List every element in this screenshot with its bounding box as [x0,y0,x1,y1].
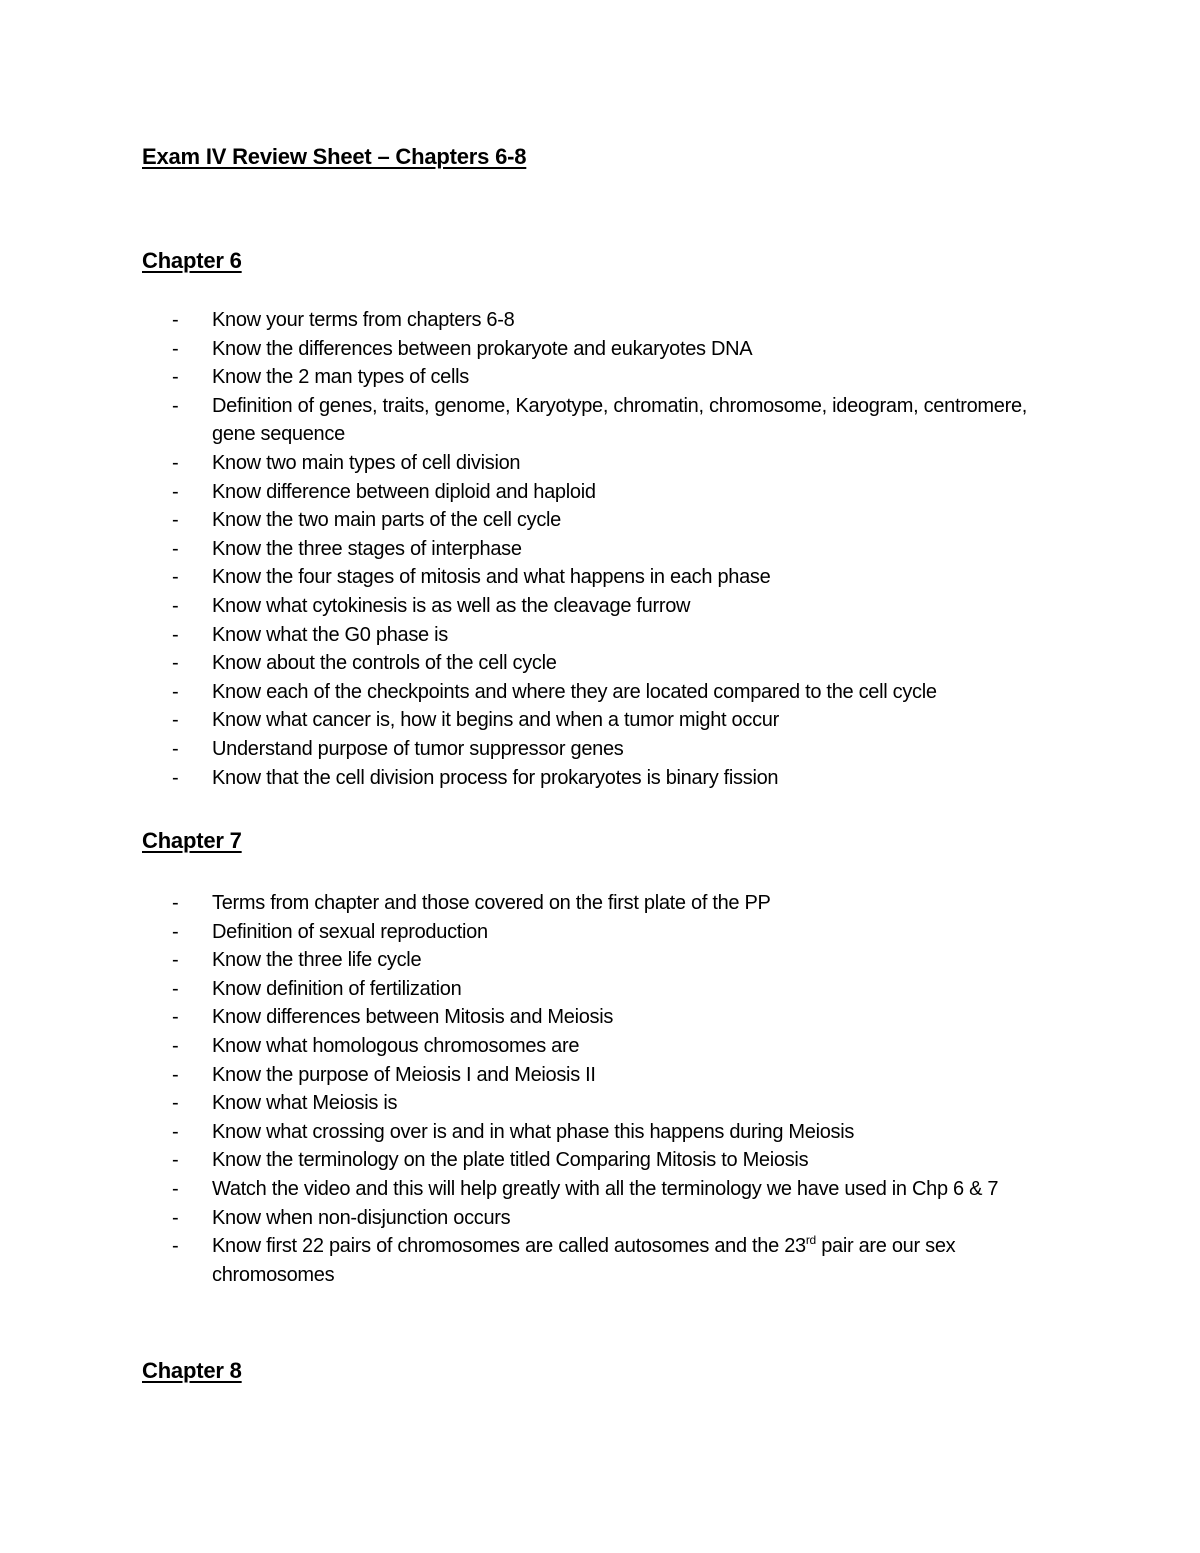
bullet-dash: - [172,394,179,417]
list-item: - Know the terminology on the plate titled Comparing Mitosis to Meiosis [172,1146,1072,1175]
bullet-dash: - [172,594,179,617]
list-item: - Know differences between Mitosis and Meiosis [172,1003,1072,1032]
bullet-dash: - [172,949,179,972]
list-item: - Know that the cell division process for prokaryotes is binary fission [172,764,1072,793]
bullet-dash: - [172,892,179,914]
list-item: - Watch the video and this will help greatly with all the terminology we have used in Chp 6 & 7 [172,1175,1072,1204]
list-item: - Know what crossing over is and in what phase this happens during Meiosis [172,1118,1072,1147]
list-item: - Know what cancer is, how it begins and when a tumor might occur [172,706,1072,735]
bullet-dash: - [172,1092,179,1115]
bullet-dash: - [172,537,179,560]
list-item: - Know what Meiosis is [172,1089,1072,1118]
list-item: - Know definition of fertilization [172,975,1072,1004]
page-title: Exam IV Review Sheet – Chapters 6-8 [142,144,527,169]
bullet-dash: - [172,309,179,331]
chapter-8-heading: Chapter 8 [142,1358,242,1383]
list-item: - Know what cytokinesis is as well as the cleavage furrow [172,592,1072,621]
list-item: - Definition of genes, traits, genome, Karyotype, chromatin, chromosome, ideogram, centromere, gene sequence [172,392,1072,449]
list-item: - Know your terms from chapters 6-8 [172,306,1072,335]
list-item: - Understand purpose of tumor suppressor genes [172,735,1072,764]
bullet-dash: - [172,1235,179,1258]
chapter-6-heading: Chapter 6 [142,248,242,273]
list-item: - Know when non-disjunction occurs [172,1204,1072,1233]
bullet-dash: - [172,1034,179,1057]
bullet-dash: - [172,1006,179,1029]
bullet-dash: - [172,920,179,943]
bullet-dash: - [172,337,179,360]
bullet-dash: - [172,766,179,789]
bullet-dash: - [172,709,179,732]
list-item: - Know the two main parts of the cell cycle [172,506,1072,535]
list-item: - Know what homologous chromosomes are [172,1032,1072,1061]
bullet-dash: - [172,680,179,703]
chapter-6-list [172,306,1072,792]
list-item: - Definition of sexual reproduction [172,918,1072,947]
bullet-dash: - [172,1063,179,1086]
list-item: - Know the purpose of Meiosis I and Meiosis II [172,1061,1072,1090]
bullet-dash: - [172,451,179,474]
bullet-dash: - [172,652,179,675]
list-item: - Know the three stages of interphase [172,535,1072,564]
autosome-item-text: Know first 22 pairs of chromosomes are called autosomes and the 23rd pair are our sex chromosomes [212,1233,956,1286]
ordinal-superscript: rd [805,1233,816,1248]
list-item: - Know the four stages of mitosis and what happens in each phase [172,563,1072,592]
list-item: - Know about the controls of the cell cycle [172,649,1072,678]
bullet-dash: - [172,1177,179,1200]
list-item: - Know the differences between prokaryote and eukaryotes DNA [172,335,1072,364]
bullet-dash: - [172,1120,179,1143]
list-item: - Know the 2 man types of cells [172,363,1072,392]
bullet-dash: - [172,1206,179,1229]
chapter-7-heading: Chapter 7 [142,828,242,853]
bullet-dash: - [172,366,179,389]
bullet-dash: - [172,480,179,503]
bullet-dash: - [172,1149,179,1172]
list-item: - Know what the G0 phase is [172,621,1072,650]
list-item [172,1232,1072,1289]
list-item: - Know two main types of cell division [172,449,1072,478]
list-item: - Know difference between diploid and haploid [172,478,1072,507]
bullet-dash: - [172,566,179,589]
bullet-dash: - [172,509,179,532]
bullet-dash: - [172,737,179,760]
list-item: - Know the three life cycle [172,946,1072,975]
list-item: - Know each of the checkpoints and where they are located compared to the cell cycle [172,678,1072,707]
chapter-7-list [172,889,1072,1289]
bullet-dash: - [172,623,179,646]
bullet-dash: - [172,977,179,1000]
list-item: - Terms from chapter and those covered on the first plate of the PP [172,889,1072,918]
